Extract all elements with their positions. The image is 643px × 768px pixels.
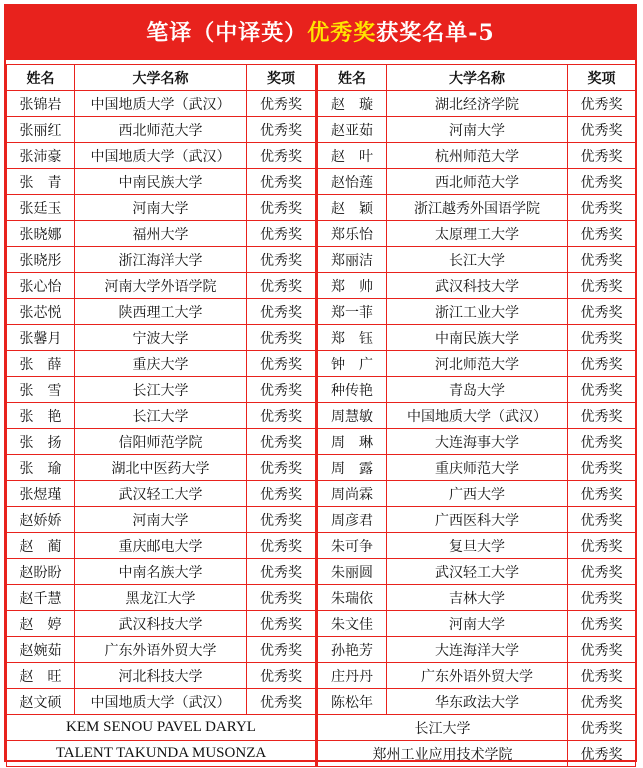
award-list-frame — [4, 4, 637, 762]
name-cell-left: 赵娇娇 — [7, 507, 75, 533]
award-cell-right: 优秀奖 — [568, 117, 636, 143]
title-highlight: 优秀奖 — [307, 20, 377, 46]
university-cell-left: 福州大学 — [75, 221, 247, 247]
name-cell-left: 张丽红 — [7, 117, 75, 143]
university-cell-left: 中国地质大学（武汉） — [75, 143, 247, 169]
university-cell-left: 中国地质大学（武汉） — [75, 689, 247, 715]
extra-name: TALENT TAKUNDA MUSONZA — [7, 741, 317, 767]
university-cell-right: 浙江越秀外国语学院 — [387, 195, 568, 221]
university-cell-right: 广东外语外贸大学 — [387, 663, 568, 689]
award-cell-left: 优秀奖 — [247, 585, 317, 611]
name-cell-right: 朱瑞依 — [317, 585, 387, 611]
table-row — [7, 429, 636, 455]
header-name-right: 姓名 — [317, 65, 387, 91]
university-cell-right: 青岛大学 — [387, 377, 568, 403]
title-prefix: 笔译（中译英） — [146, 20, 308, 46]
name-cell-left: 赵 旺 — [7, 663, 75, 689]
award-cell-left: 优秀奖 — [247, 611, 317, 637]
university-cell-left: 河北科技大学 — [75, 663, 247, 689]
award-cell-left: 优秀奖 — [247, 221, 317, 247]
table-row — [7, 117, 636, 143]
table-row — [7, 741, 636, 767]
name-cell-right: 郑一菲 — [317, 299, 387, 325]
name-cell-left: 赵 蔺 — [7, 533, 75, 559]
award-cell-right: 优秀奖 — [568, 299, 636, 325]
university-cell-right: 武汉科技大学 — [387, 273, 568, 299]
award-cell-right: 优秀奖 — [568, 637, 636, 663]
university-cell-right: 华东政法大学 — [387, 689, 568, 715]
table-row — [7, 481, 636, 507]
award-cell-left: 优秀奖 — [247, 559, 317, 585]
award-cell-right: 优秀奖 — [568, 455, 636, 481]
name-cell-left: 张 青 — [7, 169, 75, 195]
award-cell-right: 优秀奖 — [568, 325, 636, 351]
university-cell-right: 杭州师范大学 — [387, 143, 568, 169]
header-university-right: 大学名称 — [387, 65, 568, 91]
university-cell-right: 重庆师范大学 — [387, 455, 568, 481]
table-row — [7, 91, 636, 117]
university-cell-right: 武汉轻工大学 — [387, 559, 568, 585]
university-cell-right: 中南民族大学 — [387, 325, 568, 351]
table-row — [7, 143, 636, 169]
name-cell-left: 张 艳 — [7, 403, 75, 429]
university-cell-right: 西北师范大学 — [387, 169, 568, 195]
table-row — [7, 247, 636, 273]
header-name-left: 姓名 — [7, 65, 75, 91]
name-cell-right: 庄丹丹 — [317, 663, 387, 689]
name-cell-right: 朱丽圆 — [317, 559, 387, 585]
table-row — [7, 455, 636, 481]
university-cell-left: 重庆大学 — [75, 351, 247, 377]
award-cell-right: 优秀奖 — [568, 143, 636, 169]
award-cell-left: 优秀奖 — [247, 195, 317, 221]
award-cell-right: 优秀奖 — [568, 559, 636, 585]
name-cell-right: 郑 帅 — [317, 273, 387, 299]
name-cell-right: 种传艳 — [317, 377, 387, 403]
name-cell-left: 张煜瑾 — [7, 481, 75, 507]
university-cell-left: 西北师范大学 — [75, 117, 247, 143]
table-row — [7, 559, 636, 585]
university-cell-right: 中国地质大学（武汉） — [387, 403, 568, 429]
university-cell-right: 河北师范大学 — [387, 351, 568, 377]
name-cell-left: 张锦岩 — [7, 91, 75, 117]
award-cell-right: 优秀奖 — [568, 481, 636, 507]
award-cell-left: 优秀奖 — [247, 429, 317, 455]
name-cell-right: 郑丽洁 — [317, 247, 387, 273]
table-row — [7, 221, 636, 247]
university-cell-right: 太原理工大学 — [387, 221, 568, 247]
name-cell-right: 周 琳 — [317, 429, 387, 455]
name-cell-right: 赵 璇 — [317, 91, 387, 117]
award-cell-right: 优秀奖 — [568, 403, 636, 429]
university-cell-right: 吉林大学 — [387, 585, 568, 611]
university-cell-right: 湖北经济学院 — [387, 91, 568, 117]
extra-university: 长江大学 — [317, 715, 568, 741]
award-cell-left: 优秀奖 — [247, 533, 317, 559]
award-cell-left: 优秀奖 — [247, 351, 317, 377]
name-cell-left: 张 瑜 — [7, 455, 75, 481]
university-cell-left: 长江大学 — [75, 377, 247, 403]
name-cell-left: 张 雪 — [7, 377, 75, 403]
title-suffix: 获奖名单-5 — [376, 20, 495, 46]
university-cell-right: 浙江工业大学 — [387, 299, 568, 325]
university-cell-left: 中国地质大学（武汉） — [75, 91, 247, 117]
name-cell-right: 钟 广 — [317, 351, 387, 377]
table-row — [7, 377, 636, 403]
award-cell-left: 优秀奖 — [247, 455, 317, 481]
table-row — [7, 299, 636, 325]
award-cell-left: 优秀奖 — [247, 403, 317, 429]
university-cell-left: 河南大学 — [75, 507, 247, 533]
award-cell-right: 优秀奖 — [568, 351, 636, 377]
name-cell-right: 郑 钰 — [317, 325, 387, 351]
award-cell-left: 优秀奖 — [247, 169, 317, 195]
university-cell-right: 河南大学 — [387, 117, 568, 143]
name-cell-left: 赵盼盼 — [7, 559, 75, 585]
university-cell-left: 浙江海洋大学 — [75, 247, 247, 273]
award-cell-left: 优秀奖 — [247, 117, 317, 143]
name-cell-left: 赵千慧 — [7, 585, 75, 611]
table-row — [7, 663, 636, 689]
header-award-left: 奖项 — [247, 65, 317, 91]
name-cell-right: 陈松年 — [317, 689, 387, 715]
award-cell-left: 优秀奖 — [247, 637, 317, 663]
name-cell-left: 张馨月 — [7, 325, 75, 351]
name-cell-right: 朱文佳 — [317, 611, 387, 637]
university-cell-left: 重庆邮电大学 — [75, 533, 247, 559]
table-row — [7, 715, 636, 741]
table-row — [7, 507, 636, 533]
award-cell-right: 优秀奖 — [568, 169, 636, 195]
award-cell-right: 优秀奖 — [568, 663, 636, 689]
name-cell-right: 周彦君 — [317, 507, 387, 533]
table-header-row — [7, 65, 636, 91]
award-cell-right: 优秀奖 — [568, 377, 636, 403]
name-cell-right: 周 露 — [317, 455, 387, 481]
award-cell-left: 优秀奖 — [247, 299, 317, 325]
award-cell-right: 优秀奖 — [568, 429, 636, 455]
award-cell-right: 优秀奖 — [568, 273, 636, 299]
table-row — [7, 403, 636, 429]
university-cell-left: 湖北中医药大学 — [75, 455, 247, 481]
table-row — [7, 169, 636, 195]
university-cell-right: 长江大学 — [387, 247, 568, 273]
name-cell-right: 赵 颖 — [317, 195, 387, 221]
university-cell-left: 黑龙江大学 — [75, 585, 247, 611]
name-cell-right: 朱可争 — [317, 533, 387, 559]
award-cell-left: 优秀奖 — [247, 325, 317, 351]
award-cell-left: 优秀奖 — [247, 91, 317, 117]
name-cell-left: 赵文硕 — [7, 689, 75, 715]
university-cell-right: 大连海洋大学 — [387, 637, 568, 663]
table-row — [7, 611, 636, 637]
table-row — [7, 689, 636, 715]
name-cell-left: 赵婉茹 — [7, 637, 75, 663]
table-row — [7, 533, 636, 559]
award-cell-left: 优秀奖 — [247, 481, 317, 507]
award-cell-left: 优秀奖 — [247, 689, 317, 715]
name-cell-left: 张晓娜 — [7, 221, 75, 247]
university-cell-left: 长江大学 — [75, 403, 247, 429]
award-cell-left: 优秀奖 — [247, 663, 317, 689]
header-award-right: 奖项 — [568, 65, 636, 91]
award-cell-right: 优秀奖 — [568, 689, 636, 715]
award-cell-left: 优秀奖 — [247, 377, 317, 403]
table-row — [7, 195, 636, 221]
name-cell-right: 周慧敏 — [317, 403, 387, 429]
university-cell-left: 中南民族大学 — [75, 169, 247, 195]
award-cell-left: 优秀奖 — [247, 247, 317, 273]
name-cell-left: 张心怡 — [7, 273, 75, 299]
page-title — [6, 6, 635, 60]
table-body — [7, 91, 636, 767]
award-cell-right: 优秀奖 — [568, 533, 636, 559]
name-cell-right: 赵怡莲 — [317, 169, 387, 195]
table-row — [7, 637, 636, 663]
name-cell-left: 张芯悦 — [7, 299, 75, 325]
table-row — [7, 325, 636, 351]
award-cell-right: 优秀奖 — [568, 611, 636, 637]
award-cell-right: 优秀奖 — [568, 585, 636, 611]
university-cell-left: 陕西理工大学 — [75, 299, 247, 325]
extra-name: KEM SENOU PAVEL DARYL — [7, 715, 317, 741]
name-cell-left: 赵 婷 — [7, 611, 75, 637]
name-cell-right: 周尚霖 — [317, 481, 387, 507]
university-cell-left: 信阳师范学院 — [75, 429, 247, 455]
university-cell-right: 广西大学 — [387, 481, 568, 507]
university-cell-left: 河南大学 — [75, 195, 247, 221]
awards-table — [6, 64, 636, 767]
table-row — [7, 585, 636, 611]
extra-award: 优秀奖 — [568, 715, 636, 741]
name-cell-right: 郑乐怡 — [317, 221, 387, 247]
name-cell-right: 赵亚茹 — [317, 117, 387, 143]
award-cell-right: 优秀奖 — [568, 507, 636, 533]
award-cell-right: 优秀奖 — [568, 247, 636, 273]
table-row — [7, 273, 636, 299]
name-cell-left: 张 扬 — [7, 429, 75, 455]
university-cell-left: 河南大学外语学院 — [75, 273, 247, 299]
table-row — [7, 351, 636, 377]
extra-university: 郑州工业应用技术学院 — [317, 741, 568, 767]
award-cell-right: 优秀奖 — [568, 195, 636, 221]
award-cell-right: 优秀奖 — [568, 91, 636, 117]
award-cell-right: 优秀奖 — [568, 221, 636, 247]
university-cell-left: 宁波大学 — [75, 325, 247, 351]
university-cell-left: 中南名族大学 — [75, 559, 247, 585]
award-cell-left: 优秀奖 — [247, 507, 317, 533]
header-university-left: 大学名称 — [75, 65, 247, 91]
name-cell-left: 张 薛 — [7, 351, 75, 377]
university-cell-right: 广西医科大学 — [387, 507, 568, 533]
name-cell-right: 孙艳芳 — [317, 637, 387, 663]
award-cell-left: 优秀奖 — [247, 143, 317, 169]
university-cell-left: 武汉科技大学 — [75, 611, 247, 637]
university-cell-right: 河南大学 — [387, 611, 568, 637]
university-cell-right: 大连海事大学 — [387, 429, 568, 455]
name-cell-left: 张晓彤 — [7, 247, 75, 273]
extra-award: 优秀奖 — [568, 741, 636, 767]
name-cell-left: 张廷玉 — [7, 195, 75, 221]
name-cell-left: 张沛豪 — [7, 143, 75, 169]
name-cell-right: 赵 叶 — [317, 143, 387, 169]
university-cell-right: 复旦大学 — [387, 533, 568, 559]
award-cell-left: 优秀奖 — [247, 273, 317, 299]
university-cell-left: 武汉轻工大学 — [75, 481, 247, 507]
university-cell-left: 广东外语外贸大学 — [75, 637, 247, 663]
